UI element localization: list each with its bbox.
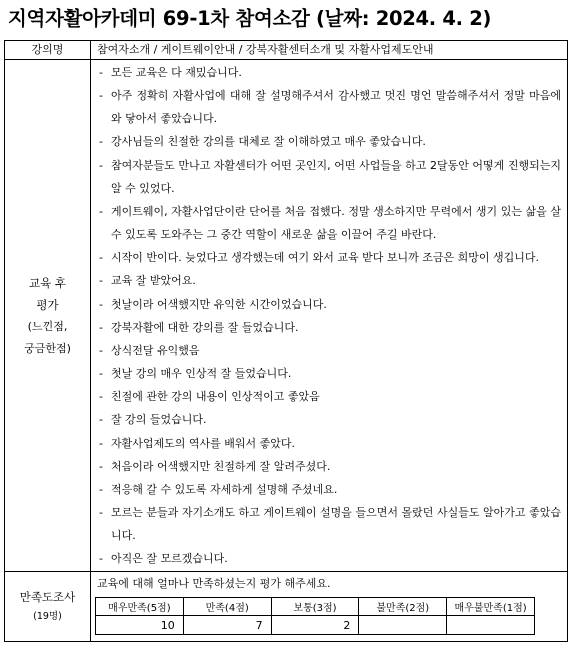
rating-header: 만족(4점) <box>183 598 271 616</box>
list-item: - 강사님들의 친절한 강의를 대체로 잘 이해하였고 매우 좋았습니다. <box>97 130 561 153</box>
rating-header: 매우불만족(1점) <box>447 598 535 616</box>
feedback-label-line2: 평가 <box>36 297 59 312</box>
rating-count <box>447 616 535 635</box>
list-item: - 모든 교육은 다 재밌습니다. <box>97 61 561 84</box>
list-item: - 아주 정확히 자활사업에 대해 잘 설명해주셔서 감사했고 멋진 명언 말씀해주셔서 정말 마음에 와 닿아서 좋았습니다. <box>97 84 561 130</box>
list-item: - 아직은 잘 모르겠습니다. <box>97 547 561 570</box>
satisfaction-row <box>5 572 568 642</box>
rating-header-row <box>96 598 535 616</box>
rating-value-row <box>96 616 535 635</box>
list-item: - 시작이 반이다. 늦었다고 생각했는데 여기 와서 교육 받다 보니까 조금은 희망이 생깁니다. <box>97 246 561 269</box>
feedback-row <box>5 60 568 572</box>
rating-header: 불만족(2점) <box>359 598 447 616</box>
satisfaction-question: 교육에 대해 얼마나 만족하셨는지 평가 해주세요. <box>97 577 331 591</box>
page-title: 지역자활아카데미 69-1차 참여소감 (날짜: 2024. 4. 2) <box>8 7 492 30</box>
satisfaction-label <box>5 572 91 642</box>
list-item: - 처음이라 어색했지만 친절하게 잘 알려주셨다. <box>97 455 561 478</box>
list-item: - 게이트웨이, 자활사업단이란 단어를 처음 접했다. 정말 생소하지만 무력에서 생기 있는 삶을 살 수 있도록 도와주는 그 중간 역할이 새로운 삶을 이끌어 주길 바란다. <box>97 200 561 246</box>
list-item: - 잘 강의 들었습니다. <box>97 408 561 431</box>
feedback-content <box>91 60 568 572</box>
rating-header: 매우만족(5점) <box>96 598 184 616</box>
rating-count <box>359 616 447 635</box>
lecture-name-value: 참여자소개 / 게이트웨이안내 / 강북자활센터소개 및 자활사업제도안내 <box>91 41 568 60</box>
satisfaction-content <box>91 572 568 642</box>
list-item: - 친절에 관한 강의 내용이 인상적이고 좋았음 <box>97 385 561 408</box>
report-table <box>4 40 568 642</box>
list-item: - 교육 잘 받았어요. <box>97 269 561 292</box>
satisfaction-title: 만족도조사 <box>19 589 76 604</box>
lecture-row <box>5 41 568 60</box>
lecture-name-label: 강의명 <box>5 41 91 60</box>
rating-count: 10 <box>96 616 184 635</box>
list-item: - 첫날이라 어색했지만 유익한 시간이었습니다. <box>97 293 561 316</box>
feedback-label <box>5 60 91 572</box>
list-item: - 자활사업제도의 역사를 배워서 좋았다. <box>97 432 561 455</box>
list-item: - 참여자분들도 만나고 자활센터가 어떤 곳인지, 어떤 사업들을 하고 2달동안 어떻게 진행되는지 알 수 있었다. <box>97 154 561 200</box>
list-item: - 첫날 강의 매우 인상적 잘 들었습니다. <box>97 362 561 385</box>
rating-count: 7 <box>183 616 271 635</box>
list-item: - 적응해 갈 수 있도록 자세하게 설명해 주셨네요. <box>97 478 561 501</box>
respondent-count: (19명) <box>33 610 62 622</box>
feedback-label-line3: (느낀점, <box>27 319 68 333</box>
feedback-list <box>91 60 567 571</box>
feedback-label-line4: 궁금한점) <box>24 341 71 355</box>
feedback-label-line1: 교육 후 <box>29 275 66 290</box>
list-item: - 모르는 분들과 자기소개도 하고 게이트웨이 설명을 들으면서 몰랐던 사실들도 알아가고 좋았습니다. <box>97 501 561 547</box>
list-item: - 강북자활에 대한 강의를 잘 들었습니다. <box>97 316 561 339</box>
rating-count: 2 <box>271 616 359 635</box>
satisfaction-table <box>95 597 535 635</box>
rating-header: 보통(3점) <box>271 598 359 616</box>
list-item: - 상식전달 유익했음 <box>97 339 561 362</box>
